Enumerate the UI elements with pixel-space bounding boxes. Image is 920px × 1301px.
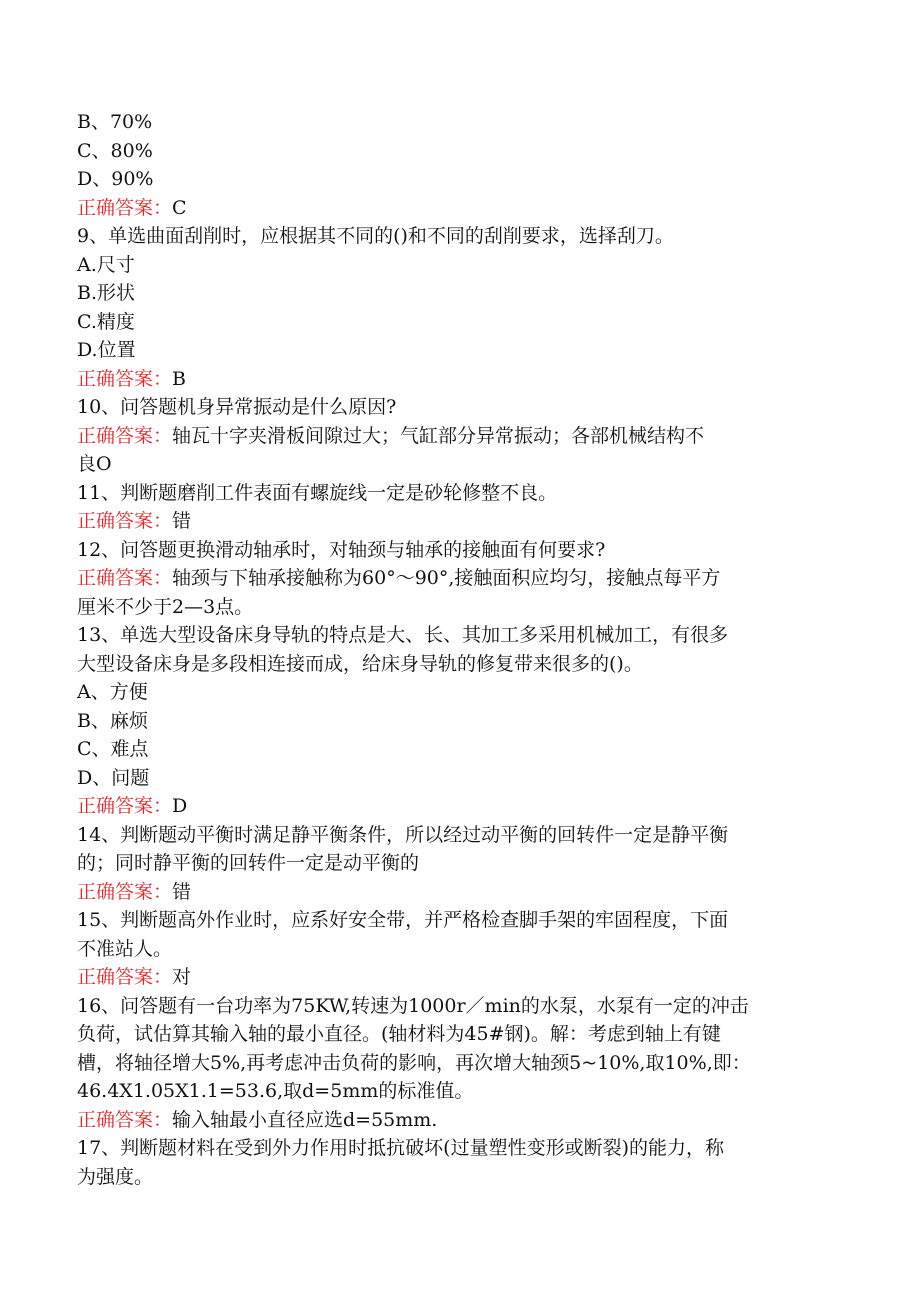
- q15-question-line1: 15、判断题高外作业时，应系好安全带，并严格检查脚手架的牢固程度，下面: [77, 909, 729, 931]
- q15-question-line2: 不准站人。: [77, 937, 173, 960]
- q10-answer-line: [77, 422, 837, 451]
- q9-option-a: A.尺寸: [77, 253, 135, 276]
- q14-question-line1: 14、判断题动平衡时满足静平衡条件，所以经过动平衡的回转件一定是静平衡: [77, 823, 729, 846]
- answer-label: 正确答案：: [77, 567, 173, 589]
- question-list: [77, 108, 837, 1191]
- q16-question-line3: 槽，将轴径增大5%,再考虑冲击负荷的影响，再次增大轴颈5~10%,取10%,即：: [77, 1051, 751, 1074]
- q17-question-line1: 17、判断题材料在受到外力作用时抵抗破坏(过量塑性变形或断裂)的能力，称: [77, 1137, 725, 1159]
- q16-question-line1: 16、问答题有一台功率为75KW,转速为1000r／min的水泵，水泵有一定的冲击: [77, 994, 749, 1017]
- q14-answer-line: [77, 878, 837, 907]
- q13-answer: D: [172, 795, 188, 817]
- q12-answer-part1: 轴颈与下轴承接触称为60°～90°,接触面积应均匀，接触点每平方: [172, 567, 721, 589]
- q9-option-c: C.精度: [77, 310, 135, 333]
- q13-option-b: B、麻烦: [77, 709, 148, 732]
- q8-answer: C: [172, 196, 187, 219]
- q10-question: 10、问答题机身异常振动是什么原因?: [77, 396, 397, 418]
- q15-answer-line: [77, 963, 837, 992]
- q14-answer: 错: [172, 880, 192, 903]
- q12-question: 12、问答题更换滑动轴承时，对轴颈与轴承的接触面有何要求?: [77, 538, 606, 561]
- q16-answer: 输入轴最小直径应选d=55mm.: [172, 1108, 438, 1131]
- answer-label: 正确答案：: [77, 880, 173, 903]
- answer-label: 正确答案：: [77, 966, 173, 988]
- answer-label: 正确答案：: [77, 795, 173, 817]
- q10-answer-part1: 轴瓦十字夹滑板间隙过大；气缸部分异常振动；各部机械结构不: [172, 424, 705, 447]
- q8-option-d: D、90%: [77, 168, 154, 190]
- q13-option-a: A、方便: [77, 681, 148, 703]
- q9-question: 9、单选曲面刮削时，应根据其不同的()和不同的刮削要求，选择刮刀。: [77, 225, 674, 247]
- q13-question-line1: 13、单选大型设备床身导轨的特点是大、长、其加工多采用机械加工，有很多: [77, 624, 729, 646]
- q13-question-line2: 大型设备床身是多段相连接而成，给床身导轨的修复带来很多的()。: [77, 652, 643, 675]
- answer-label: 正确答案：: [77, 424, 173, 447]
- q11-answer: 错: [172, 510, 192, 532]
- q16-question-line4: 46.4X1.05X1.1=53.6,取d=5mm的标准值。: [77, 1080, 474, 1102]
- q9-answer: B: [172, 367, 186, 390]
- answer-label: 正确答案：: [77, 367, 173, 390]
- q16-question-line2: 负荷，试估算其输入轴的最小直径。(轴材料为45#钢)。解：考虑到轴上有键: [77, 1023, 721, 1045]
- q11-question: 11、判断题磨削工件表面有螺旋线一定是砂轮修整不良。: [77, 481, 558, 504]
- answer-label: 正确答案：: [77, 196, 173, 219]
- q11-answer-line: [77, 507, 837, 536]
- q13-option-c: C、难点: [77, 738, 149, 760]
- q16-answer-line: [77, 1106, 837, 1135]
- q12-answer-line: [77, 564, 837, 593]
- q8-option-c: C、80%: [77, 139, 153, 162]
- q9-answer-line: [77, 365, 837, 394]
- q14-question-line2: 的；同时静平衡的回转件一定是动平衡的: [77, 852, 420, 874]
- q8-answer-line: [77, 194, 837, 223]
- q13-option-d: D、问题: [77, 766, 150, 789]
- q8-option-b: B、70%: [77, 111, 153, 133]
- answer-label: 正确答案：: [77, 1108, 173, 1131]
- q10-answer-continued: 良O: [77, 453, 112, 475]
- q15-answer: 对: [172, 966, 192, 988]
- q9-option-d: D.位置: [77, 339, 136, 361]
- q12-answer-continued: 厘米不少于2—3点。: [77, 595, 254, 618]
- answer-label: 正确答案：: [77, 510, 173, 532]
- q17-question-line2: 为强度。: [77, 1165, 154, 1188]
- q13-answer-line: [77, 792, 837, 821]
- q9-option-b: B.形状: [77, 282, 136, 304]
